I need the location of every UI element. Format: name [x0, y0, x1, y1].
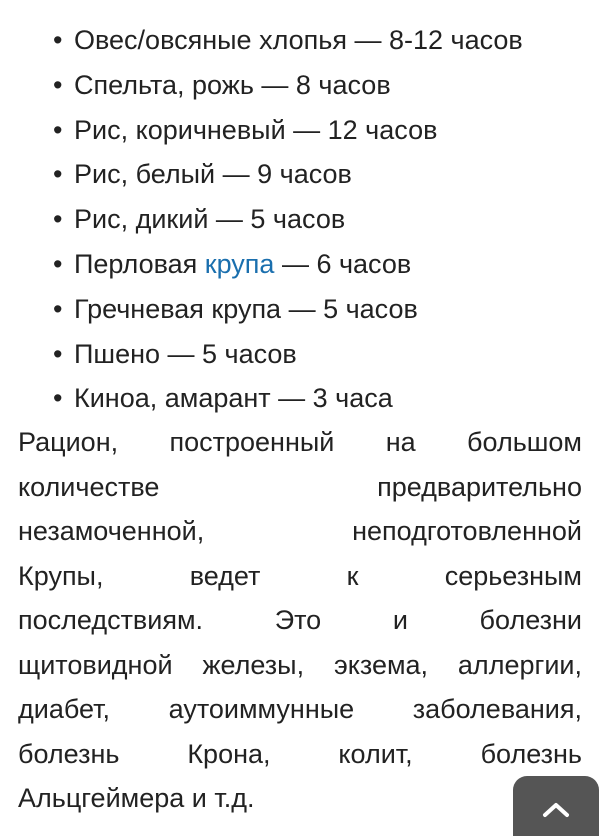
list-item — [50, 242, 523, 287]
paragraph-line: болезнь Крона, колит, болезнь — [18, 738, 582, 769]
paragraph-line: щитовидной железы, экзема, аллергии, — [18, 649, 582, 680]
bullet: • — [53, 383, 63, 414]
paragraph-line: последствиям. Это и болезни — [18, 605, 582, 635]
list-item-text: Рис, дикий — 5 часов — [74, 204, 346, 235]
bullet: • — [53, 159, 63, 190]
list-item — [50, 108, 523, 153]
bullet: • — [53, 25, 63, 55]
list-item-text: Спельта, рожь — 8 часов — [74, 69, 391, 100]
list-item — [50, 63, 523, 108]
paragraph-line: незамоченной, неподготовленной — [18, 516, 582, 546]
bullet: • — [53, 69, 63, 100]
list-item-text-after: — 6 часов — [274, 248, 412, 279]
bullet: • — [53, 204, 63, 235]
bullet: • — [53, 293, 63, 324]
body-paragraph — [18, 420, 582, 821]
list-item-text-before: Перловая — [74, 248, 205, 279]
soaking-time-list — [50, 18, 523, 421]
list-item-text: Гречневая крупа — 5 часов — [74, 293, 418, 324]
list-item — [50, 152, 523, 197]
paragraph-line: Рацион, построенный на большом — [18, 427, 582, 457]
list-item — [50, 18, 523, 63]
scroll-to-top-button[interactable] — [513, 776, 599, 836]
paragraph-line: Крупы, ведет к серьезным — [18, 560, 582, 591]
chevron-up-icon — [541, 800, 571, 818]
bullet: • — [53, 338, 63, 369]
list-item-text: Овес/овсяные хлопья — 8-12 часов — [74, 25, 523, 55]
paragraph-line: количестве предварительно — [18, 471, 582, 502]
paragraph-line: диабет, аутоиммунные заболевания, — [18, 694, 582, 724]
paragraph-line: Альцгеймера и т.д. — [18, 783, 255, 813]
list-item — [50, 197, 523, 242]
list-item — [50, 332, 523, 377]
bullet: • — [53, 248, 63, 279]
list-item — [50, 287, 523, 332]
bullet: • — [53, 114, 63, 145]
list-item-text: Киноа, амарант — 3 часа — [74, 383, 393, 414]
list-item-text: Рис, коричневый — 12 часов — [74, 114, 438, 145]
list-item-text: Пшено — 5 часов — [74, 338, 297, 369]
list-item-text: Рис, белый — 9 часов — [74, 159, 352, 190]
list-item — [50, 376, 523, 421]
krupa-link[interactable]: крупа — [204, 248, 275, 279]
